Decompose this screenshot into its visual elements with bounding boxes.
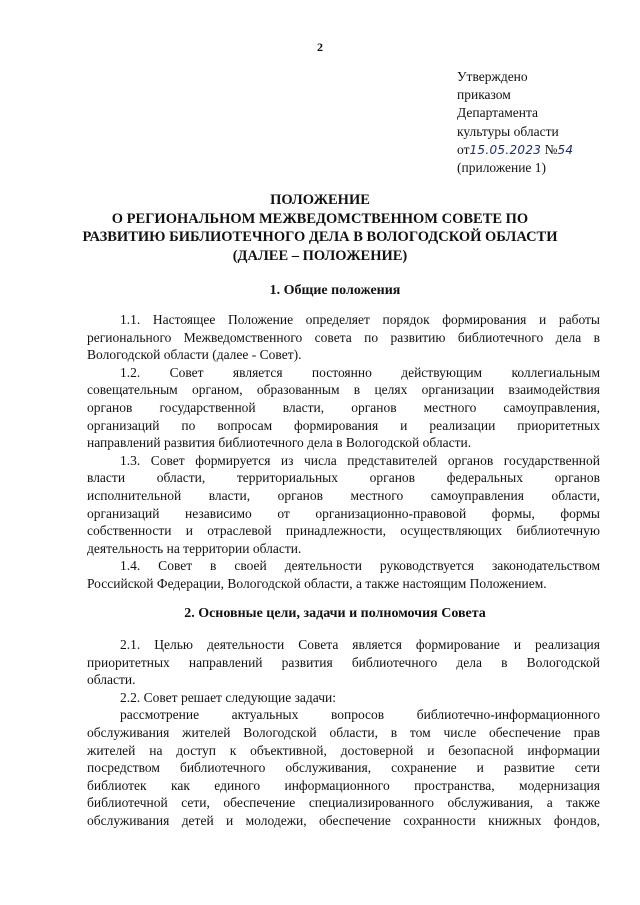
page-number: 2	[317, 40, 323, 54]
paragraph-line: библиотек как единого информационного пространства, модернизация	[87, 777, 600, 793]
paragraph-line: обслуживания жителей Вологодской области, в том числе обеспечение прав	[87, 724, 600, 740]
paragraph-line: 1.2. Совет является постоянно действующим коллегиальным	[120, 364, 600, 380]
paragraph-line: исполнительной власти, органов местного самоуправления области,	[87, 487, 600, 503]
handwritten-number: 54	[557, 142, 574, 157]
document-title	[60, 191, 580, 265]
approval-line-approved: Утверждено	[457, 69, 528, 84]
title-line: ПОЛОЖЕНИЕ	[270, 192, 370, 208]
date-prefix: от	[457, 141, 470, 157]
section-general-body	[87, 311, 600, 593]
section-goals-body	[87, 636, 600, 830]
paragraph-line: 1.4. Совет в своей деятельности руководствуется законодательством	[120, 558, 600, 574]
paragraph-line: посредством библиотечного обслуживания, сохранение и развитие сети	[87, 760, 600, 776]
paragraph-line: организаций по вопросам формирования и реализации приоритетных	[87, 417, 600, 433]
title-line: О РЕГИОНАЛЬНОМ МЕЖВЕДОМСТВЕННОМ СОВЕТЕ ПО	[111, 210, 529, 227]
approval-date-line	[457, 141, 573, 159]
section-heading-goals: 2. Основные цели, задачи и полномочия Совета	[184, 606, 486, 621]
approval-line-culture: культуры области	[457, 123, 559, 139]
paragraph-line: жителей на доступ к объективной, достоверной и безопасной информации	[87, 742, 600, 758]
paragraph-line: рассмотрение актуальных вопросов библиотечно-информационного	[120, 707, 600, 723]
paragraph-line: области.	[87, 672, 136, 688]
section-heading-general: 1. Общие положения	[269, 283, 401, 298]
paragraph-line: Вологодской области (далее - Совет).	[87, 347, 302, 363]
paragraph-line: органов государственной власти, органов местного самоуправления,	[87, 399, 600, 415]
approval-block	[457, 68, 573, 177]
title-line: РАЗВИТИЮ БИБЛИОТЕЧНОГО ДЕЛА В ВОЛОГОДСКОЙ ОБЛАСТИ	[82, 229, 558, 245]
handwritten-date: 15.05.2023	[469, 142, 542, 157]
title-line: (ДАЛЕЕ – ПОЛОЖЕНИЕ)	[232, 247, 408, 264]
paragraph-line: 2.1. Целью деятельности Совета является формирование и реализация	[120, 637, 600, 652]
paragraph-line: библиотечной сети, обеспечение специализированного обслуживания, а также	[87, 795, 600, 811]
paragraph-line: 2.2. Совет решает следующие задачи:	[120, 689, 336, 705]
approval-line-order: приказом	[457, 87, 511, 103]
paragraph-line: деятельность на территории области.	[87, 540, 302, 556]
paragraph-line: 1.3. Совет формируется из числа представителей органов государственной	[120, 452, 600, 468]
paragraph-line: власти области, территориальных органов федеральных органов	[87, 470, 600, 486]
paragraph-line: регионального Межведомственного совета по развитию библиотечного дела в	[87, 329, 600, 345]
number-prefix: №	[544, 141, 558, 157]
approval-line-department: Департамента	[457, 105, 539, 121]
paragraph-line: собственности и отраслевой принадлежности, осуществляющих библиотечную	[87, 523, 600, 539]
paragraph-line: совещательным органом, образованным в целях организации взаимодействия	[87, 382, 600, 398]
paragraph-line: приоритетных направлений развития библиотечного дела в Вологодской	[87, 654, 600, 670]
paragraph-line: 1.1. Настоящее Положение определяет порядок формирования и работы	[120, 312, 600, 327]
paragraph-line: Российской Федерации, Вологодской области, а также настоящим Положением.	[87, 575, 547, 591]
paragraph-line: направлений развития библиотечного дела в Вологодской области.	[87, 435, 472, 451]
paragraph-line: организаций независимо от организационно-правовой формы, формы	[87, 505, 600, 521]
approval-appendix: (приложение 1)	[457, 160, 547, 176]
paragraph-line: обслуживания детей и молодежи, обеспечение сохранности книжных фондов,	[87, 812, 600, 828]
